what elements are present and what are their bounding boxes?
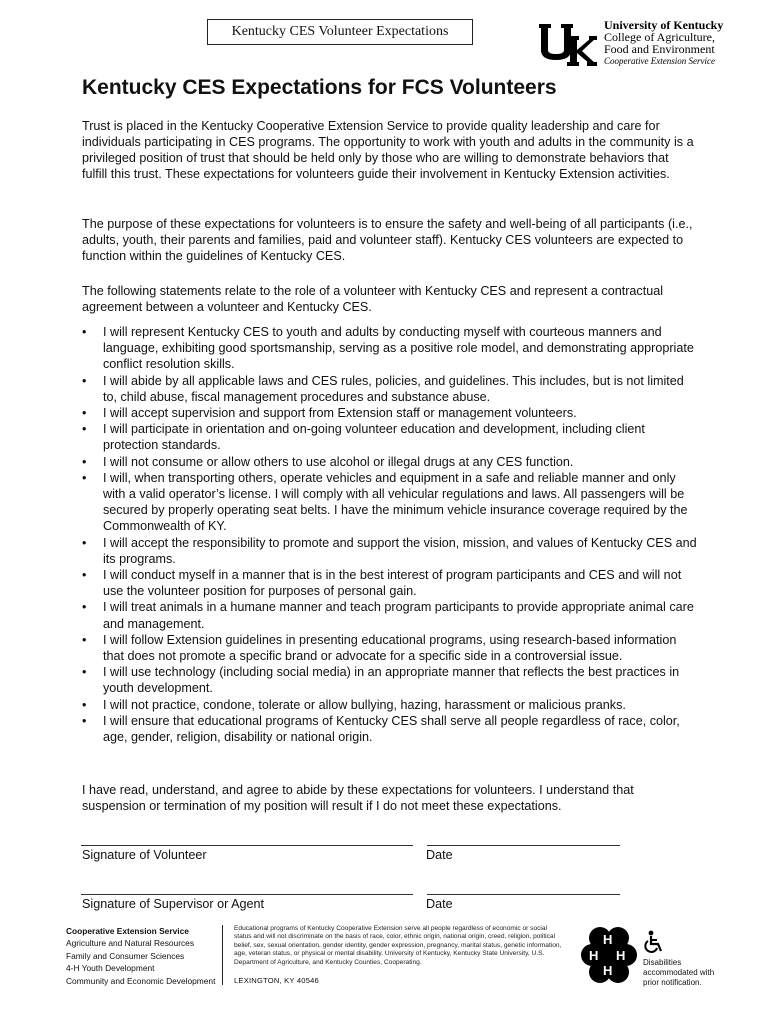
acknowledgement-paragraph: I have read, understand, and agree to abide by these expectations for volunteers. I understand that suspension or termination of my position will result if I do not meet these expectations. <box>82 783 634 813</box>
expectation-item <box>82 713 700 745</box>
expectation-item <box>82 535 700 567</box>
bullet: • <box>82 665 87 680</box>
expectation-text: I will use technology (including social media) in an appropriate manner that reflects the best practices in youth development. <box>103 665 680 696</box>
expectation-text: I will accept the responsibility to promote and support the vision, mission, and values of Kentucky CES and its programs. <box>103 535 697 566</box>
university-line-3: Food and Environment <box>604 42 715 56</box>
expectation-text: I will represent Kentucky CES to youth and adults by conducting myself with courteous manners and language, exhibiting good sportsmanship, serving as a positive role model, and demonstrating appropriate conflict resolution skills. <box>103 325 694 372</box>
wheelchair-icon <box>643 930 665 954</box>
expectation-text: I will not consume or allow others to use alcohol or illegal drugs at any CES function. <box>103 454 574 469</box>
statements-paragraph: The following statements relate to the role of a volunteer with Kentucky CES and represent a contractual agreement between a volunteer and Kentucky CES. <box>82 284 664 314</box>
footer-units <box>66 925 215 987</box>
intro-paragraph: Trust is placed in the Kentucky Cooperative Extension Service to provide quality leadership and care for individuals participating in CES programs. The opportunity to work with youth and adults in the community is a privileged position of trust that should be held only by those who are willing to demonstrate behaviors that fulfill this trust. These expectations for volunteers guide their involvement in Kentucky Extension activities. <box>82 119 694 181</box>
4-h-clover-icon <box>578 924 640 986</box>
uk-logo <box>537 22 597 66</box>
expectation-text: I will, when transporting others, operate vehicles and equipment in a safe and reliable manner and only with a valid operator’s license. I will comply with all vehicular regulations and laws. All passengers will be secured by properly operating seat belts. I have the minimum vehicle insurance coverage required by the Commonwealth of KY. <box>103 470 688 534</box>
volunteer-signature-line[interactable] <box>81 845 413 846</box>
bullet: • <box>82 373 87 388</box>
university-name <box>604 19 723 67</box>
expectation-text: I will not practice, condone, tolerate or allow bullying, hazing, harassment or malicious pranks. <box>103 697 626 712</box>
bullet: • <box>82 600 87 615</box>
svg-text:H: H <box>616 948 626 963</box>
volunteer-signature-label: Signature of Volunteer <box>82 848 207 862</box>
university-line-2: College of Agriculture, <box>604 30 715 44</box>
expectation-item <box>82 599 700 631</box>
expectation-text: I will participate in orientation and on-going volunteer education and development, including client protection standards. <box>103 422 645 453</box>
bullet: • <box>82 568 87 583</box>
expectation-item <box>82 697 700 713</box>
expectation-text: I will abide by all applicable laws and CES rules, policies, and guidelines. This includes, but is not limited to, child abuse, fiscal management procedures and substance abuse. <box>103 373 684 404</box>
svg-text:H: H <box>603 932 613 947</box>
footer-city: LEXINGTON, KY 40546 <box>234 976 319 985</box>
volunteer-date-line[interactable] <box>427 845 620 846</box>
expectation-text: I will ensure that educational programs of Kentucky CES shall serve all people regardless of race, color, age, gender, religion, disability or national origin. <box>103 713 680 745</box>
expectation-item <box>82 324 700 373</box>
expectation-item <box>82 373 700 405</box>
supervisor-date-line[interactable] <box>427 894 620 895</box>
footer-unit: Agriculture and Natural Resources <box>66 938 195 949</box>
university-line-1: University of Kentucky <box>604 18 724 32</box>
supervisor-signature-line[interactable] <box>81 894 413 895</box>
volunteer-date-label: Date <box>426 848 453 862</box>
document-title: Kentucky CES Expectations for FCS Volunteers <box>82 76 557 99</box>
svg-text:H: H <box>589 948 599 963</box>
expectation-item <box>82 664 700 696</box>
expectation-text: I will accept supervision and support from Extension staff or management volunteers. <box>103 406 577 421</box>
expectation-item <box>82 567 700 599</box>
footer-unit: Community and Economic Development <box>66 975 216 986</box>
bullet: • <box>82 325 87 339</box>
header-title-box: Kentucky CES Volunteer Expectations <box>207 19 473 45</box>
accessibility-note: Disabilities accommodated with prior notification. <box>643 958 715 987</box>
expectation-text: I will follow Extension guidelines in presenting educational programs, using research-based information that does not promote a specific brand or advocate for a specific side in a controversial issue. <box>103 632 677 664</box>
bullet: • <box>82 535 87 550</box>
bullet: • <box>82 632 87 647</box>
expectation-item <box>82 421 700 453</box>
supervisor-signature-label: Signature of Supervisor or Agent <box>82 897 265 911</box>
expectations-list <box>82 324 700 745</box>
bullet: • <box>82 713 87 728</box>
bullet: • <box>82 697 87 712</box>
bullet: • <box>82 406 87 421</box>
expectation-text: I will treat animals in a humane manner and teach program participants to provide appropriate animal care and management. <box>103 600 694 631</box>
footer-divider <box>222 925 223 985</box>
expectation-text: I will conduct myself in a manner that is in the best interest of program participants and CES and will not use the volunteer position for purposes of personal gain. <box>103 568 682 599</box>
university-line-4: Cooperative Extension Service <box>604 56 715 66</box>
bullet: • <box>82 454 87 469</box>
expectation-item <box>82 470 700 535</box>
svg-text:H: H <box>603 963 613 978</box>
bullet: • <box>82 422 87 437</box>
footer-unit: Cooperative Extension Service <box>66 926 189 936</box>
purpose-paragraph: The purpose of these expectations for volunteers is to ensure the safety and well-being of all participants (i.e., adults, youth, their parents and families, paid and volunteer staff). Kentucky CES volunteers are expected to function within the guidelines of Kentucky CES. <box>82 217 693 263</box>
nondiscrimination-statement: Educational programs of Kentucky Cooperative Extension serve all people regardless of economic or social status and will not discriminate on the basis of race, color, ethnic origin, national origin, creed, religion, political belief, sex, sexual orientation, gender identity, gender expression, pregnancy, marital status, genetic information, age, veteran status, or physical or mental disability. University of Kentucky, Kentucky State University, U.S. Department of Agriculture, and Kentucky Counties, Cooperating. <box>234 925 562 966</box>
expectation-item <box>82 632 700 664</box>
footer-unit: 4-H Youth Development <box>66 963 155 974</box>
expectation-item <box>82 454 700 470</box>
bullet: • <box>82 470 87 485</box>
expectation-item <box>82 405 700 421</box>
supervisor-date-label: Date <box>426 897 453 911</box>
footer-unit: Family and Consumer Sciences <box>66 950 185 961</box>
